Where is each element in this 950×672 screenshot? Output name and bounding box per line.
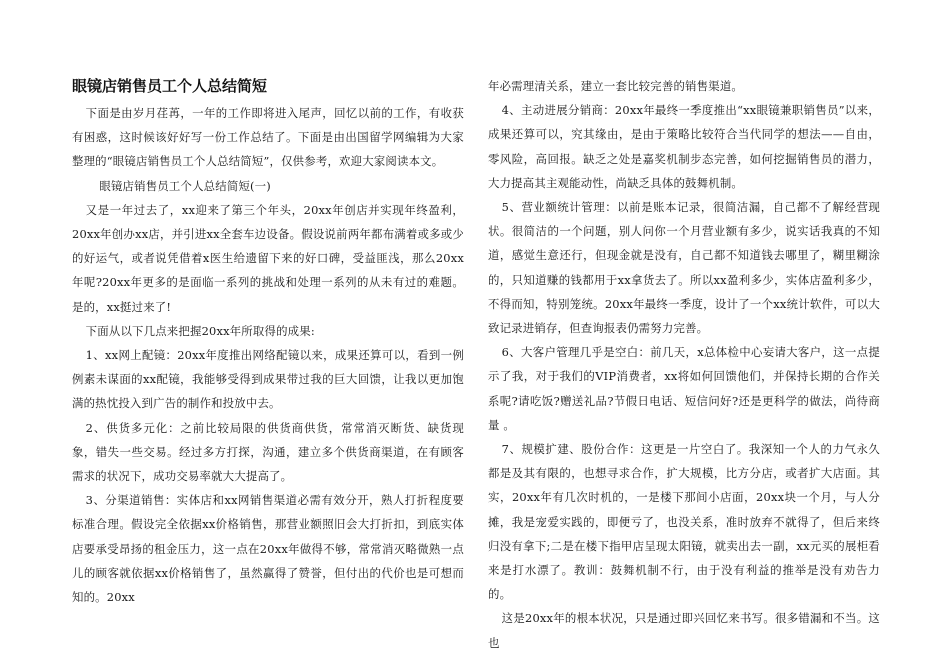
- left-column: [72, 74, 464, 609]
- list-item: 7、规模扩建、股份合作：这更是一片空白了。我深知一个人的力气永久都是及其有限的，也想寻求合作，扩大规模，比方分店，或者扩大店面。其实，20xx年有几次时机的，一是楼下那间小店面，20xx块一个月，与人分摊，我是宠爱实践的，即便亏了，也没关系，准时放弃不就得了，但后来终归没有拿下;二是在楼下指甲店呈现太阳镜，就卖出去一副，xx元买的展柜看来是打水漂了。教训：鼓舞机制不行，由于没有利益的推举是没有劝告力的。: [488, 442, 880, 602]
- list-item: 6、大客户管理几乎是空白：前几天，x总体检中心妄请大客户，这一点提示了我，对于我们的VIP消费者，xx将如何回馈他们，并保持长期的合作关系呢?请吃饭?赠送礼品?节假日电话、短信问好?还是更科学的做法，尚待商量 。: [488, 345, 880, 432]
- right-column: [488, 74, 880, 655]
- list-item: 2、供货多元化：之前比较局限的供货商供货，常常消灭断货、缺货现象，错失一些交易。经过多方打探，沟通，建立多个供货商渠道，在有顾客需求的状况下，成功交易率就大大提高了。: [72, 420, 464, 484]
- list-item: 5、营业额统计管理：以前是账本记录，很简洁漏，自己都不了解经营现状。很简洁的一个问题，别人问你一个月营业额有多少，说实话我真的不知道，感觉生意还行，但现金就是没有，自己都不知道钱去哪里了，糊里糊涂的，只知道赚的钱都用于xx拿货去了。所以xx盈利多少，实体店盈利多少，不得而知，特别笼统。20xx年最终一季度，设计了一个xx统计软件，可以大致记录进销存，但查询报表仍需努力完善。: [488, 200, 880, 336]
- body-paragraph: 下面从以下几点来把握20xx年所取得的成果:: [85, 323, 315, 338]
- list-item: 1、xx网上配镜：20xx年度推出网络配镜以来，成果还算可以，看到一例例素未谋面的xx配镜，我能够受得到成果带过我的巨大回馈，让我以更加饱满的热忱投入到广告的制作和投放中去。: [72, 348, 464, 411]
- intro-paragraph: 下面是由岁月荏苒，一年的工作即将进入尾声，回忆以前的工作，有收获有困惑，这时候该好好写一份工作总结了。下面是由出国留学网编辑为大家整理的“眼镜店销售员工个人总结简短”，仅供参考，欢迎大家阅读本文。: [72, 106, 464, 169]
- document-title: 眼镜店销售员工个人总结简短: [72, 77, 268, 95]
- body-paragraph: 年必需理清关系，建立一套比较完善的销售渠道。: [488, 79, 743, 93]
- list-item: 4、主动进展分销商：20xx年最终一季度推出“xx眼镜兼职销售员”以来，成果还算可以，究其缘由，是由于策略比较符合当代同学的想法——自由，零风险，高回报。缺乏之处是嘉奖机制步态完善，如何挖掘销售员的潜力，大力提高其主观能动性，尚缺乏具体的鼓舞机制。: [488, 103, 880, 190]
- list-item: 3、分渠道销售：实体店和xx网销售渠道必需有效分开，熟人打折程度要标准合理。假设完全依据xx价格销售，那营业额照旧会大打折扣，到底实体店要承受昂扬的租金压力，这一点在20xx年做得不够，常常消灭略微熟一点儿的顾客就依据xx价格销售了，虽然赢得了赞誉，但付出的代价也是可想而知的。20xx: [72, 493, 464, 605]
- body-paragraph: 又是一年过去了，xx迎来了第三个年头，20xx年创店并实现年终盈利，20xx年创办xx店，并引进xx全套车边设备。假设说前两年都布满着或多或少的好运气，或者说凭借着x医生给遗留下来的好口碑，受益匪浅，那么20xx年呢?20xx年更多的是面临一系列的挑战和处理一系列的从未有过的难题。是的，xx挺过来了!: [72, 202, 464, 314]
- section-heading: 眼镜店销售员工个人总结简短(一): [99, 178, 271, 193]
- body-paragraph: 这是20xx年的根本状况，只是通过即兴回忆来书写。很多错漏和不当。这也: [488, 611, 880, 650]
